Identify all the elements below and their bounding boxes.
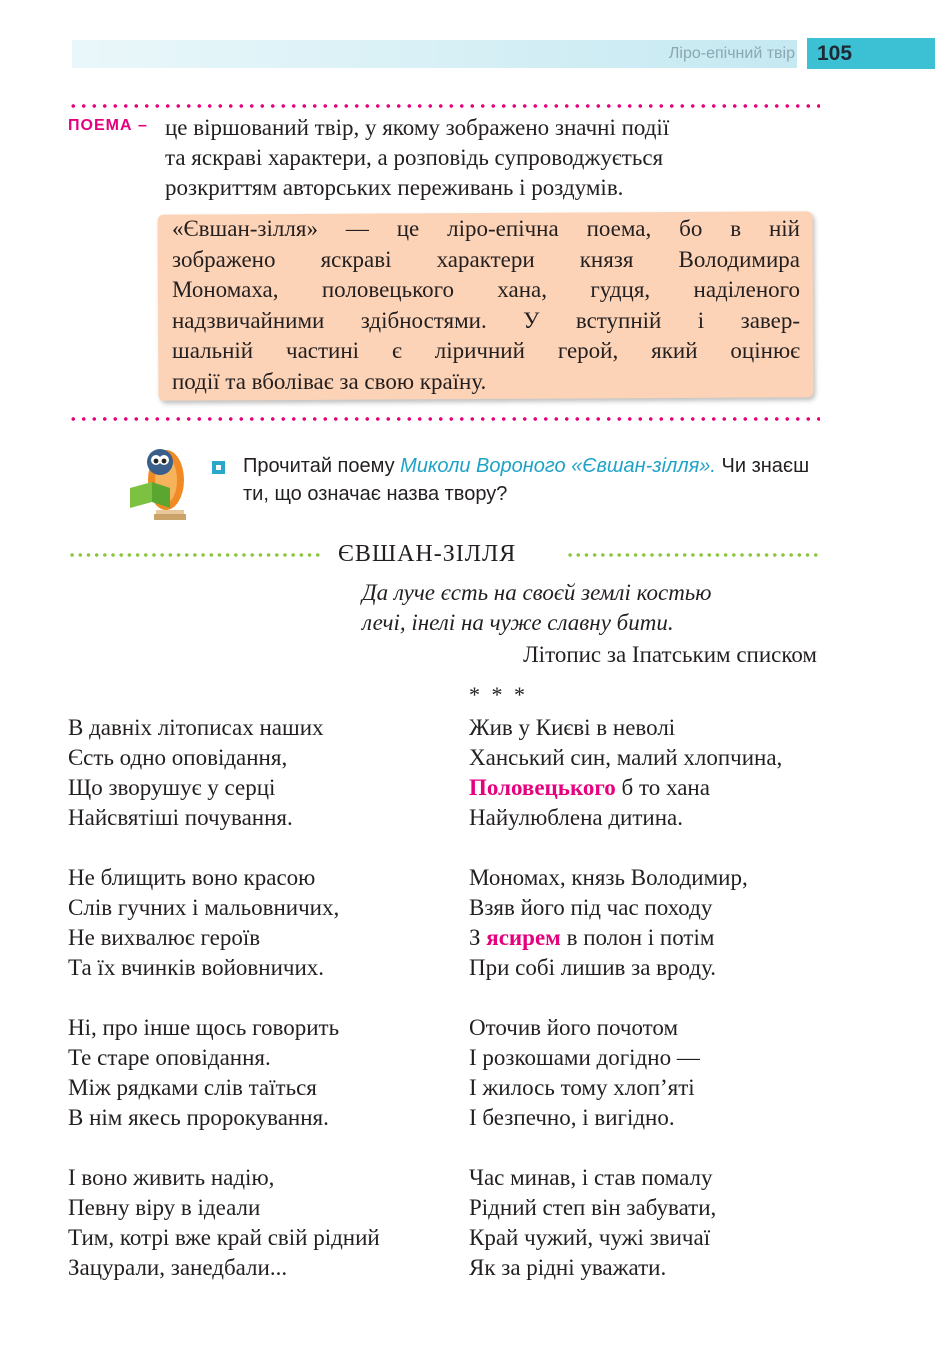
definition-term: ПОЕМА – [68, 117, 148, 134]
definition-line: розкриттям авторських переживань і роздумів. [165, 175, 624, 200]
verse-line: Тим, котрі вже край свій рідний [68, 1225, 380, 1250]
top-dotted-divider [68, 103, 820, 109]
epigraph [362, 578, 711, 638]
verse-line: Між рядками слів таїться [68, 1075, 317, 1100]
verse-line: І розкошами догідно — [469, 1045, 700, 1070]
verse-line: Край чужий, чужі звичаї [469, 1225, 711, 1250]
title-right-dots [566, 552, 818, 558]
task-author-title: Миколи Вороного «Євшан-зілля». [400, 455, 716, 477]
verse-line-rest: в полон і потім [560, 925, 715, 950]
verse-line: Найулюблена дитина. [469, 805, 683, 830]
note-line: зображено яскраві характери князя Володимира [172, 246, 800, 272]
verse-line: Ні, про інше щось говорить [68, 1015, 340, 1040]
verse-line: Певну віру в ідеали [68, 1195, 261, 1220]
task-suffix: Чи знаєш ти, що означає назва твору? [243, 455, 810, 505]
verse-line: Та їх вчинків войовничих. [68, 955, 325, 980]
verse-line: Не блищить воно красою [68, 865, 316, 890]
header-title: Ліро-епічний твір [668, 45, 795, 62]
note-text [172, 214, 800, 397]
stanza [469, 1013, 782, 1133]
glossary-word: ясирем [486, 925, 561, 950]
poem-left-column [68, 713, 380, 1313]
verse-line: В нім якесь пророкування. [68, 1105, 329, 1130]
task-text [243, 452, 823, 508]
verse-line: І безпечно, і вигідно. [469, 1105, 675, 1130]
stanza [68, 1013, 380, 1133]
verse-line: Єсть одно оповідання, [68, 745, 288, 770]
note-line: «Євшан-зілля» — це ліро-епічна поема, бо в ній [172, 216, 800, 241]
note-line: шальній частині є ліричний герой, який оцінює [172, 338, 800, 363]
section-stars: * * * [469, 682, 528, 707]
definition-text [165, 113, 817, 203]
verse-line: Рідний степ він забувати, [469, 1195, 717, 1220]
epigraph-source: Літопис за Іпатським списком [523, 642, 817, 667]
verse-line: Оточив його почотом [469, 1015, 679, 1040]
verse-line: Що зворушує у серці [68, 775, 276, 800]
verse-line: І воно живить надію, [68, 1165, 275, 1190]
verse-line-rest: б то хана [615, 775, 710, 800]
definition-line: та яскраві характери, а розповідь супроводжується [165, 145, 664, 170]
poem-title: ЄВШАН-ЗІЛЛЯ [338, 541, 517, 567]
stanza [469, 713, 782, 833]
bottom-dotted-divider [68, 416, 820, 422]
verse-line: Ханський син, малий хлопчина, [469, 745, 783, 770]
note-line: надзвичайними здібностями. У вступній і завер- [172, 307, 800, 333]
verse-line: Те старе оповідання. [68, 1045, 271, 1070]
verse-line: Жив у Києві в неволі [469, 715, 676, 740]
title-left-dots [68, 552, 323, 558]
verse-line: І жилось тому хлоп’яті [469, 1075, 695, 1100]
stanza [68, 713, 380, 833]
verse-line [469, 923, 782, 953]
verse-line-start: З [469, 925, 487, 950]
stanza [469, 1163, 782, 1283]
verse-line: При собі лишив за вроду. [469, 955, 717, 980]
task-prefix: Прочитай поему [243, 455, 401, 477]
note-line: події та вболіває за свою країну. [172, 368, 487, 394]
verse-line: Час минав, і став помалу [469, 1165, 713, 1190]
poem-right-column [469, 713, 782, 1313]
page-number: 105 [807, 38, 935, 69]
verse-line: Мономах, князь Володимир, [469, 865, 748, 890]
verse-line: Взяв його під час походу [469, 895, 713, 920]
verse-line: Як за рідні уважати. [469, 1255, 667, 1280]
epigraph-line: Да луче єсть на своєй землі костью [362, 580, 712, 605]
verse-line: Не вихвалює героїв [68, 925, 261, 950]
glossary-word: Половецького [469, 775, 616, 800]
stanza [68, 1163, 380, 1283]
definition-line: це віршований твір, у якому зображено значні події [165, 115, 670, 140]
verse-line: Зацурали, занедбали... [68, 1255, 288, 1280]
verse-line: Найсвятіші почування. [68, 805, 293, 830]
note-line: Мономаха, половецького хана, гудця, наділеного [172, 277, 800, 302]
verse-line [469, 773, 782, 803]
stanza [68, 863, 380, 983]
verse-line: Слів гучних і мальовничих, [68, 895, 340, 920]
task-marker-icon [212, 461, 225, 474]
reading-mascot-icon [122, 440, 194, 522]
verse-line: В давніх літописах наших [68, 715, 324, 740]
stanza [469, 863, 782, 983]
epigraph-line: лечі, інелі на чуже славну бити. [362, 610, 674, 635]
